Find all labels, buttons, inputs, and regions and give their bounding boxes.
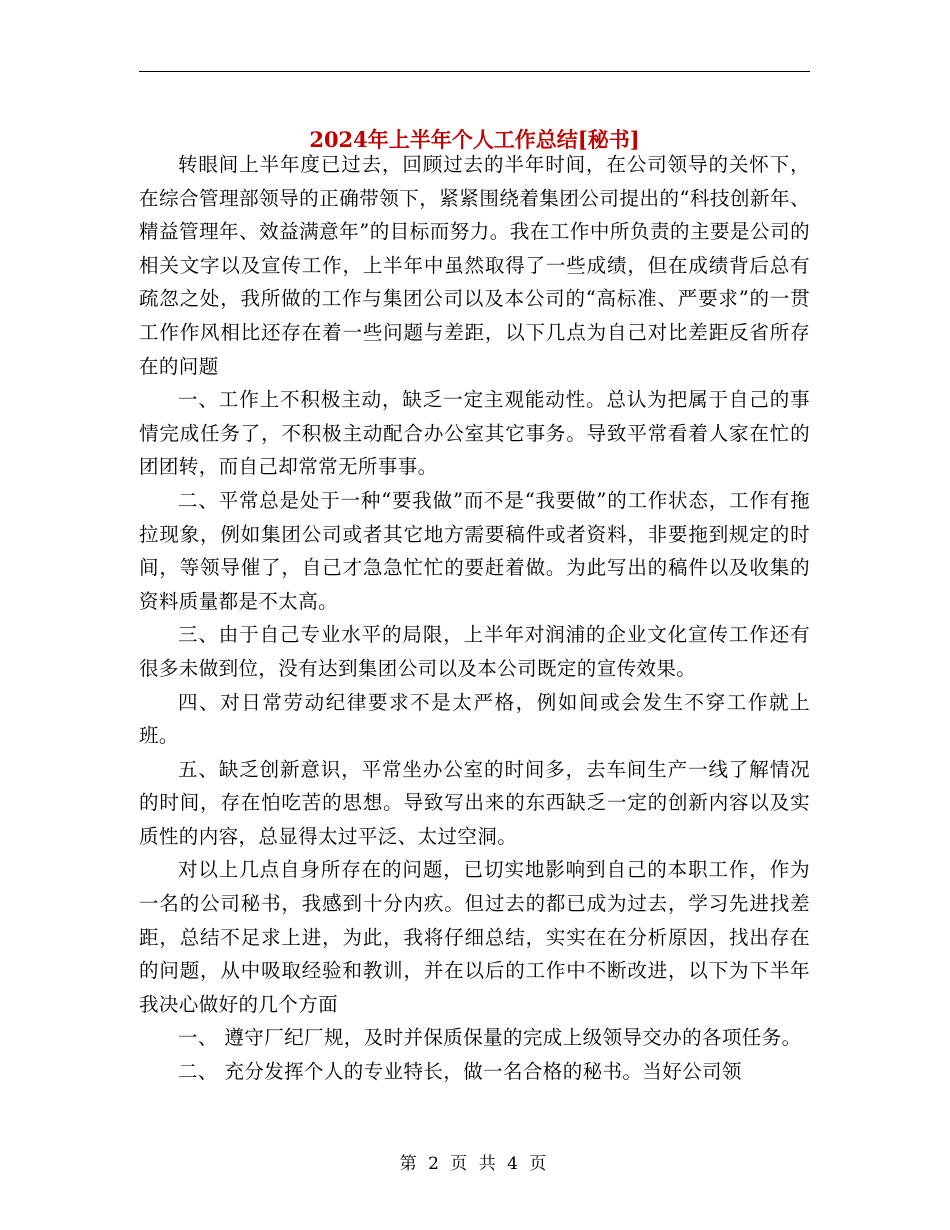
paragraph-intro: 转眼间上半年度已过去，回顾过去的半年时间，在公司领导的关怀下，在综合管理部领导的正确带领下，紧紧围绕着集团公司提出的“科技创新年、精益管理年、效益满意年”的目标而努力。我在工作中所负责的主要是公司的相关文字以及宣传工作，上半年中虽然取得了一些成绩，但在成绩背后总有疏忽之处，我所做的工作与集团公司以及本公司的“高标准、严要求”的一贯工作作风相比还存在着一些问题与差距，以下几点为自己对比差距反省所存在的问题 xyxy=(139,153,810,378)
paragraph-reflection: 对以上几点自身所存在的问题，已切实地影响到自己的本职工作，作为一名的公司秘书，我感到十分内疚。但过去的都已成为过去，学习先进找差距，总结不足求上进，为此，我将仔细总结，实实在在分析原因，找出存在的问题，从中吸取经验和教训，并在以后的工作中不断改进，以下为下半年我决心做好的几个方面 xyxy=(139,858,810,1016)
paragraph-issue-5: 五、缺乏创新意识，平常坐办公室的时间多，去车间生产一线了解情况的时间，存在怕吃苦的思想。导致写出来的东西缺乏一定的创新内容以及实质性的内容，总显得太过平泛、太过空洞。 xyxy=(139,757,810,848)
paragraph-issue-1: 一、工作上不积极主动，缺乏一定主观能动性。总认为把属于自己的事情完成任务了，不积极主动配合办公室其它事务。导致平常看着人家在忙的团团转，而自己却常常无所事事。 xyxy=(139,388,810,479)
header-rule xyxy=(139,71,810,72)
document-body xyxy=(139,148,810,1089)
paragraph-plan-2: 二、 充分发挥个人的专业特长，做一名合格的秘书。当好公司领 xyxy=(178,1060,742,1084)
document-title: 2024年上半年个人工作总结[秘书] xyxy=(309,127,640,153)
paragraph-issue-4: 四、对日常劳动纪律要求不是太严格，例如间或会发生不穿工作就上班。 xyxy=(139,690,810,748)
paragraph-plan-1: 一、 遵守厂纪厂规，及时并保质保量的完成上级领导交办的各项任务。 xyxy=(178,1026,802,1050)
page-number-footer: 第 2 页 共 4 页 xyxy=(399,1154,550,1174)
paragraph-issue-3: 三、由于自己专业水平的局限，上半年对润浦的企业文化宣传工作还有很多未做到位，没有达到集团公司以及本公司既定的宣传效果。 xyxy=(139,623,810,680)
paragraph-issue-2: 二、平常总是处于一种“要我做”而不是“我要做”的工作状态，工作有拖拉现象，例如集团公司或者其它地方需要稿件或者资料，非要拖到规定的时间，等领导催了，自己才急急忙忙的要赶着做。为此写出的稿件以及收集的资料质量都是不太高。 xyxy=(139,488,810,613)
